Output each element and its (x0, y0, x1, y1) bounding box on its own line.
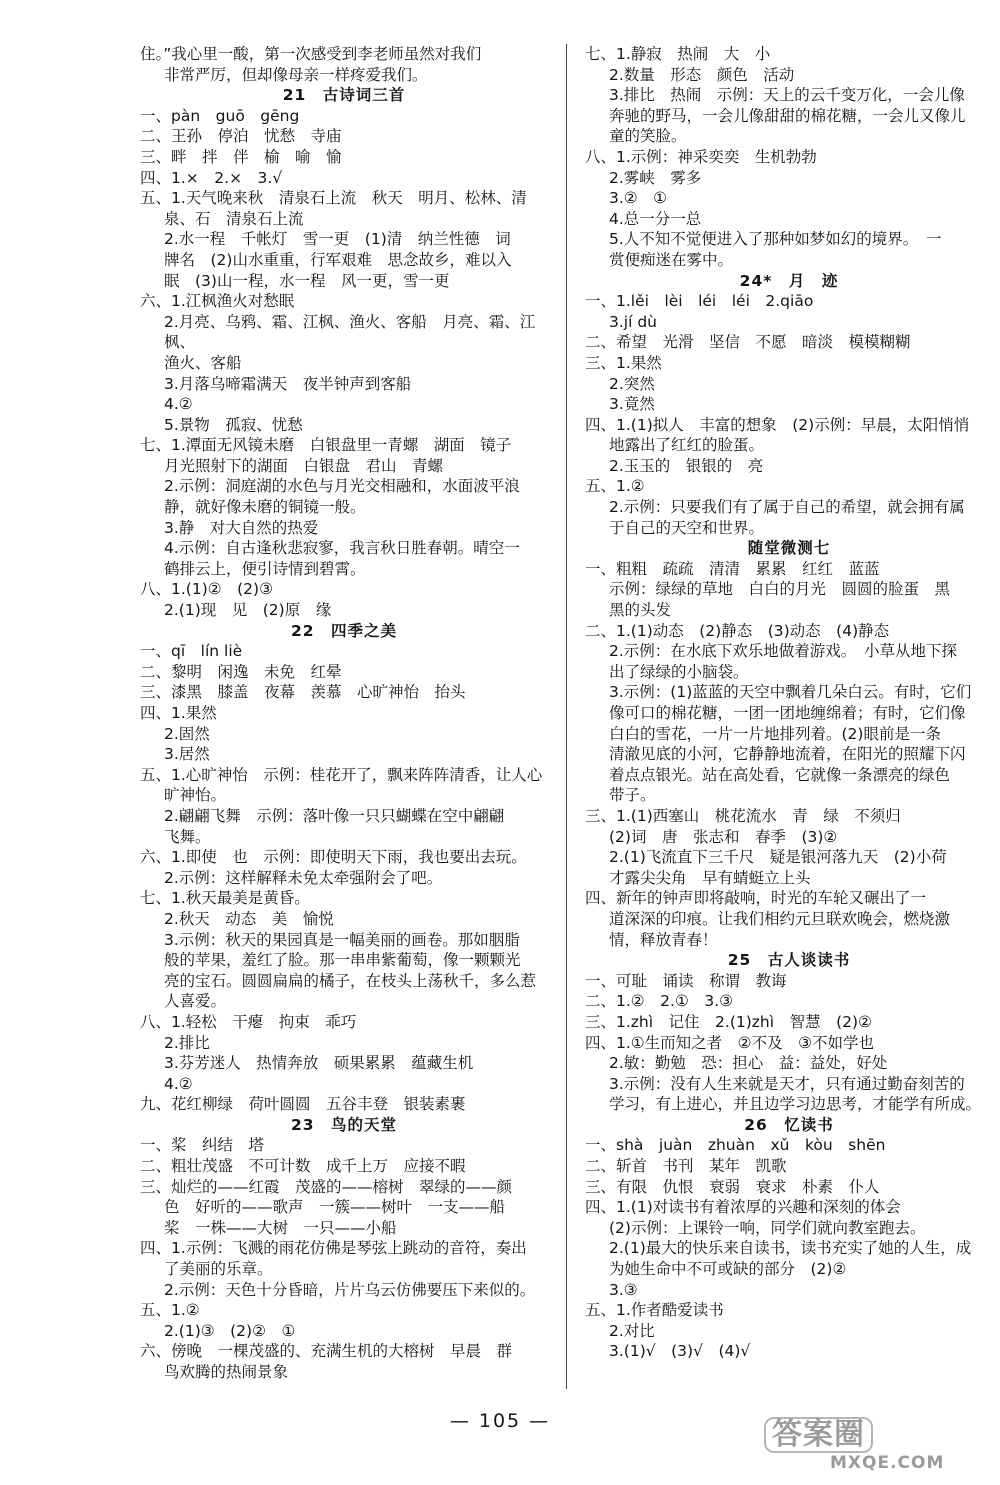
answer-line: 七、1.潭面无风镜未磨 白银盘里一青螺 湖面 镜子 (140, 436, 512, 455)
answer-line: 三、1.果然 (585, 353, 662, 372)
answer-line: 于自己的天空和世界。 (609, 518, 765, 537)
answer-line: 二、1.(1)动态 (2)静态 (3)动态 (4)静态 (585, 621, 890, 640)
answer-line: 一、shà juàn zhuàn xǔ kòu shēn (585, 1136, 886, 1155)
answer-line: 赏便痴迷在雾中。 (609, 250, 734, 269)
answer-line: 飞舞。 (164, 827, 211, 846)
answer-line: 5.人不知不觉便进入了那种如梦如幻的境界。 一 (609, 230, 942, 249)
answer-line: 泉、石 清泉石上流 (164, 209, 304, 228)
answer-line: 3.(1)√ (3)√ (4)√ (609, 1342, 751, 1361)
answer-line: 2.玉玉的 银银的 亮 (609, 456, 764, 475)
section-heading: 22 四季之美 (290, 621, 398, 640)
answer-line: 四、1.①生而知之者 ②不及 ③不如学也 (585, 1033, 874, 1052)
section-heading: 25 古人谈读书 (727, 951, 851, 970)
answer-line: 3.竟然 (609, 395, 655, 414)
answer-line: 非常严厉，但却像母亲一样疼爱我们。 (164, 65, 428, 84)
answer-line: (2)示例：上课铃一响，同学们就向教室跑去。 (609, 1218, 926, 1237)
answer-line: 2.示例：天色十分昏暗，片片乌云仿佛要压下来似的。 (164, 1280, 536, 1299)
answer-line: 一、粗粗 疏疏 清清 累累 红红 蓝蓝 (585, 559, 880, 578)
page-number: — 105 — (449, 1410, 551, 1432)
answer-line: 地露出了红红的脸蛋。 (609, 436, 765, 455)
answer-line: 二、希望 光滑 坚信 不愿 暗淡 模模糊糊 (585, 333, 911, 352)
answer-line: (2)词 唐 张志和 春季 (3)② (609, 827, 838, 846)
answer-line: 2.对比 (609, 1321, 655, 1340)
section-heading: 23 鸟的天堂 (290, 1115, 398, 1134)
answer-line: 2.翩翩飞舞 示例：落叶像一只只蝴蝶在空中翩翩 (164, 806, 505, 825)
answer-line: 四、1.示例：飞溅的雨花仿佛是琴弦上跳动的音符，奏出 (140, 1239, 527, 1258)
answer-line: 着点点银光。站在高处看，它就像一条漂亮的绿色 (609, 765, 951, 784)
answer-line: 3.居然 (164, 745, 210, 764)
answer-column-right (585, 44, 993, 1362)
answer-line: 五、1.② (585, 477, 645, 496)
answer-line: 清澈见底的小河，它静静地流着，在阳光的照耀下闪 (609, 745, 966, 764)
answer-line: 二、斩首 书刊 某年 凯歌 (585, 1157, 787, 1176)
answer-line: 二、黎明 闲逸 未免 红晕 (140, 662, 342, 681)
answer-line: 2.突然 (609, 374, 655, 393)
answer-line: 桨 一株——大树 一只——小船 (164, 1218, 397, 1237)
answer-line: 一、qī lín liè (140, 642, 243, 661)
answer-line: 3.③ (609, 1280, 638, 1299)
answer-line: 八、1.示例：神采奕奕 生机勃勃 (585, 147, 817, 166)
answer-line: 住。”我心里一酸，第一次感受到李老师虽然对我们 (140, 45, 482, 63)
answer-line: 三、有限 仇恨 衰弱 衰求 朴素 仆人 (585, 1177, 880, 1196)
answer-line: 3.② ① (609, 189, 668, 208)
answer-line: 四、1.(1)对读书有着浓厚的兴趣和深刻的体会 (585, 1198, 901, 1217)
answer-line: 3.jí dù (609, 312, 657, 331)
answer-line: 三、畔 拌 伴 榆 喻 愉 (140, 147, 342, 166)
answer-line: 色 好听的——歌声 一簇——树叶 一支——船 (164, 1198, 506, 1217)
answer-line: 3.静 对大自然的热爱 (164, 518, 319, 537)
answer-line: 黑的头发 (609, 601, 672, 620)
answer-line: 情，释放青春！ (609, 930, 718, 949)
answer-line: 3.示例：没有人生来就是天才，只有通过勤奋刻苦的 (609, 1074, 965, 1093)
answer-line: 七、1.静寂 热闹 大 小 (585, 45, 771, 63)
answer-line: 2.水一程 千帐灯 雪一更 (1)清 纳兰性德 词 (164, 230, 511, 249)
answer-line: 5.景物 孤寂、忧愁 (164, 415, 303, 434)
answer-line: 渔火、客船 (164, 353, 242, 372)
answer-line: 2.数量 形态 颜色 活动 (609, 65, 795, 84)
answer-line: 2.(1)飞流直下三千尺 疑是银河落九天 (2)小荷 (609, 848, 947, 867)
answer-line: 2.敏：勤勉 恐：担心 益：益处，好处 (609, 1054, 888, 1073)
answer-line: 出了绿绿的小脑袋。 (609, 662, 749, 681)
section-heading: 随堂微测七 (747, 539, 831, 558)
answer-line: 3.示例：秋天的果园真是一幅美丽的画卷。那如胭脂 (164, 930, 520, 949)
answer-line: 三、漆黑 膝盖 夜幕 羡慕 心旷神怡 抬头 (140, 683, 466, 702)
answer-line: 2.示例：洞庭湖的水色与月光交相融和，水面波平浪 (164, 477, 520, 496)
answer-line: 二、1.② 2.① 3.③ (585, 992, 734, 1011)
answer-line: 为她生命中不可或缺的部分 (2)② (609, 1260, 847, 1279)
answer-line: 一、1.lěi lèi léi léi 2.qiāo (585, 292, 814, 311)
answer-line: 六、傍晚 一棵茂盛的、充满生机的大榕树 早晨 群 (140, 1342, 513, 1361)
answer-line: 四、1.× 2.× 3.√ (140, 168, 283, 187)
column-divider (566, 44, 567, 1389)
answer-line: 三、1.(1)西塞山 桃花流水 青 绿 不须归 (585, 806, 901, 825)
answer-line: 人喜爱。 (164, 992, 227, 1011)
answer-line: 2.(1)现 见 (2)原 缘 (164, 601, 332, 620)
answer-line: 4.示例：自古逢秋悲寂寥，我言秋日胜春朝。晴空一 (164, 539, 520, 558)
answer-line: 带子。 (609, 786, 656, 805)
watermark (760, 1415, 980, 1473)
answer-line: 3.芬芳迷人 热情奔放 硕果累累 蕴藏生机 (164, 1054, 474, 1073)
answer-line: 奔驰的野马，一会儿像甜甜的棉花糖，一会儿又像儿 (609, 106, 966, 125)
answer-line: 3.示例：(1)蓝蓝的天空中飘着几朵白云。有时，它们 (609, 683, 972, 702)
answer-line: 白白的雪花，一片一片地排列着。(2)眼前是一条 (609, 724, 941, 743)
answer-line: 八、1.轻松 干瘪 拘束 乖巧 (140, 1012, 357, 1031)
answer-line: 4.总一分一总 (609, 209, 702, 228)
answer-line: 2.示例：在水底下欢乐地做着游戏。 小草从地下探 (609, 642, 958, 661)
answer-line: 鸟欢腾的热闹景象 (164, 1363, 289, 1381)
answer-line: 三、灿烂的——红霞 茂盛的——榕树 翠绿的——颜 (140, 1177, 513, 1196)
answer-line: 九、花红柳绿 荷叶圆圆 五谷丰登 银装素裹 (140, 1095, 466, 1114)
answer-line: 月光照射下的湖面 白银盘 君山 青螺 (164, 456, 444, 475)
answer-line: 4.② (164, 395, 193, 414)
answer-line: 童的笑脸。 (609, 127, 687, 146)
answer-line: 五、1.心旷神怡 示例：桂花开了，飘来阵阵清香，让人心 (140, 765, 543, 784)
answer-line: 一、桨 纠结 塔 (140, 1136, 265, 1155)
answer-line: 3.月落乌啼霜满天 夜半钟声到客船 (164, 374, 412, 393)
answer-line: 静，就好像未磨的铜镜一般。 (164, 498, 366, 517)
answer-line: 2.排比 (164, 1033, 210, 1052)
answer-line: 三、1.zhì 记住 2.(1)zhì 智慧 (2)② (585, 1012, 872, 1031)
answer-line: 2.(1)③ (2)② ① (164, 1321, 296, 1340)
answer-line: 了美丽的乐章。 (164, 1260, 273, 1279)
watermark-logo: 答案圈 (764, 1417, 873, 1453)
answer-line: 旷神怡。 (164, 786, 227, 805)
answer-line: 2.雾峡 雾多 (609, 168, 702, 187)
answer-line: 学习，有上进心，并且边学习边思考，才能学有所成。 (609, 1095, 982, 1114)
answer-line: 示例：绿绿的草地 白白的月光 圆圆的脸蛋 黑 (609, 580, 951, 599)
answer-line: 五、1.② (140, 1301, 200, 1320)
answer-line: 眠 (3)山一程，水一程 风一更，雪一更 (164, 271, 450, 290)
answer-line: 五、1.作者酷爱读书 (585, 1301, 724, 1320)
section-heading: 26 忆读书 (744, 1115, 834, 1134)
answer-line: 六、1.江枫渔火对愁眠 (140, 292, 295, 311)
answer-line: 像可口的棉花糖，一团一团地缠绵着；有时，它们像 (609, 704, 966, 722)
watermark-url: MXQE.COM (830, 1453, 945, 1473)
answer-line: 2.月亮、乌鸦、霜、江枫、渔火、客船 月亮、霜、江枫、 (164, 312, 536, 352)
answer-line: 五、1.天气晚来秋 清泉石上流 秋天 明月、松林、清 (140, 189, 527, 208)
answer-line: 2.(1)最大的快乐来自读书，读书充实了她的人生，成 (609, 1239, 972, 1258)
answer-line: 二、王孙 停泊 忧愁 寺庙 (140, 127, 342, 146)
answer-line: 四、1.果然 (140, 704, 217, 722)
answer-line: 4.② (164, 1074, 193, 1093)
answer-line: 二、粗壮茂盛 不可计数 成千上万 应接不暇 (140, 1157, 466, 1176)
section-heading: 21 古诗词三首 (282, 86, 406, 105)
answer-line: 2.示例：只要我们有了属于自己的希望，就会拥有属 (609, 498, 965, 517)
answer-line: 一、pàn guō gēng (140, 106, 300, 125)
answer-line: 道深深的印痕。让我们相约元旦联欢晚会，燃烧激 (609, 909, 951, 928)
answer-line: 2.秋天 动态 美 愉悦 (164, 909, 334, 928)
answer-line: 一、可耻 诵读 称谓 教诲 (585, 971, 787, 990)
answer-line: 亮的宝石。圆圆扁扁的橘子，在枝头上荡秋千，多么惹 (164, 971, 537, 990)
answer-line: 四、1.(1)拟人 丰富的想象 (2)示例：早晨，太阳悄悄 (585, 415, 970, 434)
answer-column-left (140, 44, 548, 1383)
section-heading: 24* 月 迹 (739, 271, 839, 290)
answer-line: 般的苹果，羞红了脸。那一串串紫葡萄，像一颗颗光 (164, 951, 521, 970)
answer-line: 六、1.即使 也 示例：即使明天下雨，我也要出去玩。 (140, 848, 527, 867)
answer-line: 才露尖尖角 早有蜻蜓立上头 (609, 868, 811, 887)
answer-line: 牌名 (2)山水重重，行军艰难 思念故乡，难以入 (164, 250, 512, 269)
answer-line: 八、1.(1)② (2)③ (140, 580, 273, 599)
answer-line: 四、新年的钟声即将敲响，时光的车轮又碾出了一 (585, 889, 927, 908)
answer-line: 2.固然 (164, 724, 210, 743)
answer-line: 七、1.秋天最美是黄昏。 (140, 889, 310, 908)
answer-line: 3.排比 热闹 示例：天上的云千变万化，一会儿像 (609, 86, 965, 105)
answer-line: 鹤排云上，便引诗情到碧霄。 (164, 559, 366, 578)
answer-line: 2.示例：这样解释未免太牵强附会了吧。 (164, 868, 443, 887)
